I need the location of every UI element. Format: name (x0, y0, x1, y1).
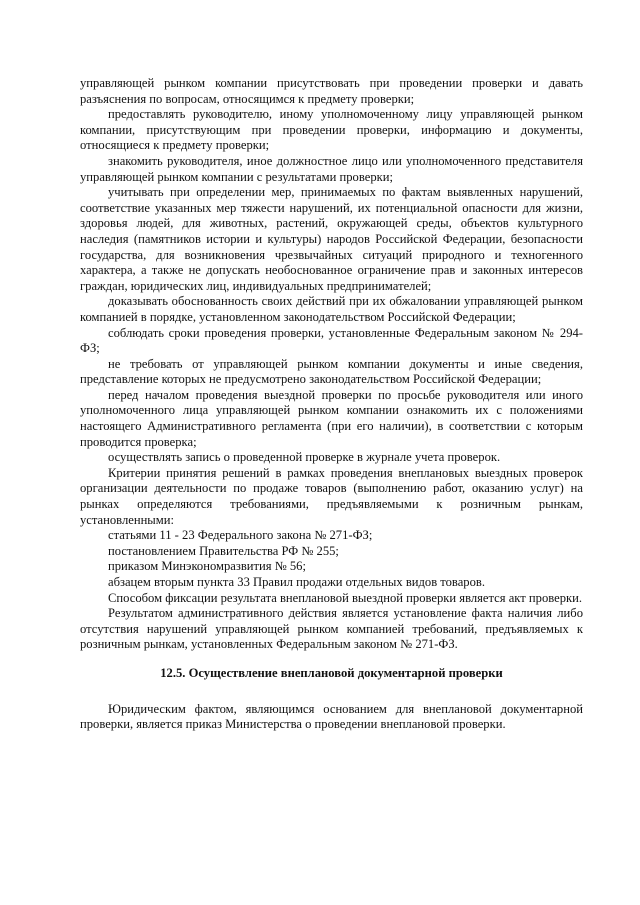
paragraph: перед началом проведения выездной проверки по просьбе руководителя или иного уполномоченного лица управляющей рынком компании ознакомить их с положениями настоящего Административного регламента (при его наличии), в соответствии с которым проводится проверка; (80, 387, 583, 449)
paragraph-continuation: управляющей рынком компании присутствовать при проведении проверки и давать разъяснения по вопросам, относящимся к предмету проверки; (80, 76, 583, 106)
paragraph: учитывать при определении мер, принимаемых по фактам выявленных нарушений, соответствие указанных мер тяжести нарушений, их потенциальной опасности для жизни, здоровья людей, для животных, растений, окружающей среды, объектов культурного наследия (памятников истории и культуры) народов Российской Федерации, безопасности государства, для возникновения чрезвычайных ситуаций природного и техногенного характера, а также не допускать необоснованное ограничение прав и законных интересов граждан, юридических лиц, индивидуальных предпринимателей; (80, 185, 583, 293)
list-item: статьями 11 - 23 Федерального закона № 271-ФЗ; (108, 528, 373, 543)
paragraph: Результатом административного действия является установление факта наличия либо отсутствия нарушений управляющей рынком компанией требований, предъявляемых к розничным рынкам, установленных Федеральным законом № 271-ФЗ. (80, 606, 583, 652)
paragraph: соблюдать сроки проведения проверки, установленные Федеральным законом № 294-ФЗ; (80, 325, 583, 356)
paragraph: Критерии принятия решений в рамках проведения внеплановых выездных проверок организации деятельности по продаже товаров (выполнению работ, оказанию услуг) на рынках определяются требованиями, предъявляемыми к розничным рынкам, установленными: (80, 465, 583, 527)
paragraph: предоставлять руководителю, иному уполномоченному лицу управляющей рынком компании, присутствующим при проведении проверки, информацию и документы, относящиеся к предмету проверки; (80, 107, 583, 153)
paragraph: осуществлять запись о проведенной проверке в журнале учета проверок. (108, 450, 501, 465)
section-heading: 12.5. Осуществление внеплановой документарной проверки (160, 665, 503, 680)
list-item: постановлением Правительства РФ № 255; (108, 543, 339, 558)
paragraph: Юридическим фактом, являющимся основанием для внеплановой документарной проверки, является приказ Министерства о проведении внеплановой проверки. (80, 701, 583, 732)
list-item: абзацем вторым пункта 33 Правил продажи отдельных видов товаров. (108, 575, 485, 589)
document-page (80, 76, 583, 733)
list-item: приказом Минэкономразвития № 56; (108, 559, 306, 574)
paragraph: Способом фиксации результата внеплановой выездной проверки является акт проверки. (108, 590, 583, 605)
paragraph: доказывать обоснованность своих действий при их обжаловании управляющей рынком компанией в порядке, установленном законодательством Российской Федерации; (80, 294, 583, 324)
paragraph: не требовать от управляющей рынком компании документы и иные сведения, представление которых не предусмотрено законодательством Российской Федерации; (80, 356, 583, 387)
paragraph: знакомить руководителя, иное должностное лицо или уполномоченного представителя управляющей рынком компании с результатами проверки; (80, 153, 583, 184)
